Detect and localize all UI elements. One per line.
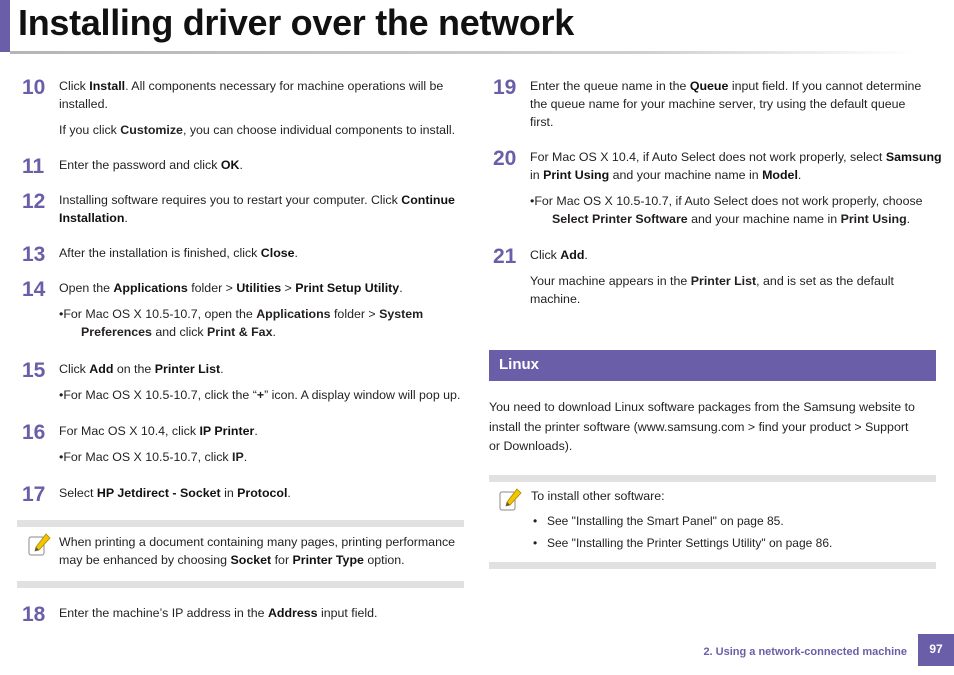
- step-sub: [530, 192, 942, 228]
- bold-term: Customize: [120, 123, 183, 137]
- text-run: >: [281, 281, 296, 295]
- title-divider: [10, 51, 915, 54]
- step-body: [59, 422, 258, 466]
- text-run: in: [220, 486, 238, 500]
- bold-term: Add: [560, 248, 585, 262]
- bold-term: Queue: [689, 79, 729, 93]
- step-body: [530, 246, 894, 308]
- bold-term: Model: [762, 168, 798, 182]
- text-run: .: [294, 246, 298, 260]
- step-line: [530, 166, 942, 184]
- step-line: [59, 244, 298, 262]
- step-line: [59, 360, 460, 378]
- step-sub: [59, 448, 258, 466]
- step-line: [59, 604, 377, 622]
- text-run: Enter the queue name in the: [530, 79, 690, 93]
- bullet-dot: •: [533, 514, 538, 528]
- text-run: option.: [363, 553, 405, 567]
- text-run: first.: [530, 115, 554, 129]
- bold-term: +: [256, 388, 265, 402]
- step-body: [59, 191, 455, 227]
- bold-term: Printer List: [154, 362, 221, 376]
- text-run: , you can choose individual components to install.: [182, 123, 456, 137]
- text-run: and your machine name in: [687, 212, 841, 226]
- step-line: [530, 148, 942, 166]
- step-sub-line: [530, 210, 942, 228]
- bold-term: Address: [267, 606, 318, 620]
- note-bullet-text: See "Installing the Printer Settings Utility" on page 86.: [547, 536, 833, 550]
- step-line: [59, 95, 455, 113]
- text-run: Installing software requires you to restart your computer. Click: [59, 193, 402, 207]
- step-sub: [59, 121, 455, 139]
- page-number: 97: [918, 634, 954, 666]
- bold-term: IP Printer: [199, 424, 255, 438]
- text-run: .: [239, 158, 243, 172]
- text-run: When printing a document containing many pages, printing performance: [59, 535, 456, 549]
- step-body: [59, 77, 455, 139]
- text-run: Enter the password and click: [59, 158, 221, 172]
- note-line: [59, 533, 455, 551]
- bold-term: Printer List: [690, 274, 757, 288]
- step-number: 21: [493, 245, 517, 268]
- note-pencil-icon: [27, 533, 51, 559]
- step-line: [530, 77, 921, 95]
- bold-term: Continue: [401, 193, 455, 207]
- text-run: .: [399, 281, 403, 295]
- step-sub: [59, 386, 460, 404]
- step-number: 12: [22, 190, 46, 213]
- step-body: [59, 484, 291, 502]
- bold-term: OK: [220, 158, 240, 172]
- text-run: .: [243, 450, 248, 464]
- step-line: [59, 77, 455, 95]
- text-run: .: [254, 424, 258, 438]
- step-body: [59, 279, 423, 341]
- step-number: 19: [493, 76, 517, 99]
- bold-term: Print Setup Utility: [295, 281, 400, 295]
- bold-term: HP Jetdirect - Socket: [96, 486, 221, 500]
- step-number: 11: [22, 155, 45, 178]
- step-line: [59, 191, 455, 209]
- text-run: .: [584, 248, 588, 262]
- text-run: After the installation is finished, click: [59, 246, 261, 260]
- text-run: folder >: [187, 281, 237, 295]
- step-line: [59, 279, 423, 297]
- step-number: 16: [22, 421, 46, 444]
- note-line: [59, 551, 455, 569]
- bold-term: Utilities: [236, 281, 282, 295]
- note-bullet-item[interactable]: [533, 512, 784, 530]
- text-run: Enter the machine’s IP address in the: [59, 606, 268, 620]
- step-sub-line: [59, 305, 423, 323]
- step-line: [530, 246, 894, 264]
- step-sub-line: [530, 290, 894, 308]
- step-sub-line: [59, 386, 460, 404]
- step-number: 13: [22, 243, 46, 266]
- text-run: for: [271, 553, 293, 567]
- step-sub-line: [530, 272, 894, 290]
- bold-term: Print & Fax: [207, 325, 273, 339]
- text-run: , and is set as the default: [756, 274, 894, 288]
- step-body: [530, 148, 942, 228]
- step-line: [59, 156, 243, 174]
- text-run: on the: [113, 362, 155, 376]
- step-number: 14: [22, 278, 46, 301]
- step-body: [59, 156, 243, 174]
- text-run: folder >: [330, 307, 380, 321]
- text-run: Open the: [59, 281, 114, 295]
- step-number: 17: [22, 483, 46, 506]
- bold-term: Print Using: [543, 168, 610, 182]
- page-title: Installing driver over the network: [18, 2, 574, 43]
- bold-term: Close: [260, 246, 295, 260]
- text-run: Select: [59, 486, 97, 500]
- bold-term: System: [379, 307, 424, 321]
- step-body: [59, 604, 377, 622]
- bold-term: Print Using: [840, 212, 907, 226]
- step-number: 10: [22, 76, 46, 99]
- text-run: in: [530, 168, 544, 182]
- step-body: [59, 244, 298, 262]
- bold-term: Applications: [256, 307, 331, 321]
- text-run: •For Mac OS X 10.5-10.7, click the “: [59, 388, 257, 402]
- bold-term: Samsung: [885, 150, 942, 164]
- step-sub-line: [59, 448, 258, 466]
- step-line: [59, 484, 291, 502]
- text-run: ” icon. A display window will pop up.: [264, 388, 461, 402]
- text-run: For Mac OS X 10.4, if Auto Select does not work properly, select: [530, 150, 886, 164]
- note-heading: To install other software:: [531, 489, 665, 503]
- text-run: If you click: [59, 123, 121, 137]
- text-run: and your machine name in: [609, 168, 763, 182]
- step-sub-line: [59, 121, 455, 139]
- step-line: [530, 113, 921, 131]
- step-number: 15: [22, 359, 46, 382]
- bold-term: Installation: [59, 211, 125, 225]
- text-run: Click: [530, 248, 561, 262]
- linux-intro-line: You need to download Linux software packages from the Samsung website to: [489, 400, 915, 414]
- bold-term: IP: [232, 450, 244, 464]
- linux-intro: [489, 398, 915, 457]
- text-run: input field. If you cannot determine: [728, 79, 922, 93]
- text-run: and click: [151, 325, 208, 339]
- text-run: .: [797, 168, 802, 182]
- text-run: machine.: [530, 292, 581, 306]
- step-line: [530, 95, 921, 113]
- text-run: .: [906, 212, 911, 226]
- bold-term: Select Printer Software: [552, 212, 688, 226]
- text-run: . All components necessary for machine operations will be: [125, 79, 444, 93]
- text-run: .: [272, 325, 276, 339]
- bold-term: Printer Type: [292, 553, 364, 567]
- linux-section-bar: [489, 350, 936, 381]
- step-sub: [59, 305, 423, 341]
- text-run: Click: [59, 79, 90, 93]
- step-sub-line: [59, 323, 423, 341]
- text-run: Click: [59, 362, 90, 376]
- note-text: [59, 533, 455, 569]
- linux-intro-line: or Downloads).: [489, 439, 573, 453]
- text-run: •For Mac OS X 10.5-10.7, click: [59, 450, 233, 464]
- bold-term: Install: [89, 79, 126, 93]
- text-run: •For Mac OS X 10.5-10.7, if Auto Select does not work properly, choose: [530, 194, 923, 208]
- text-run: installed.: [59, 97, 108, 111]
- step-line: [59, 422, 258, 440]
- text-run: .: [124, 211, 128, 225]
- text-run: .: [220, 362, 224, 376]
- step-number: 20: [493, 147, 517, 170]
- note-bullet-item[interactable]: [533, 534, 832, 552]
- step-body: [530, 77, 921, 131]
- linux-section-title: Linux: [499, 356, 539, 373]
- bold-term: Applications: [113, 281, 188, 295]
- text-run: input field.: [317, 606, 378, 620]
- step-sub-line: [530, 192, 942, 210]
- note-box-printing: [17, 520, 464, 588]
- step-line: [59, 209, 455, 227]
- step-sub: [530, 272, 894, 308]
- note-box-linux: [489, 475, 936, 569]
- bullet-dot: •: [533, 536, 538, 550]
- text-run: •For Mac OS X 10.5-10.7, open the: [59, 307, 257, 321]
- text-run: may be enhanced by choosing: [59, 553, 231, 567]
- text-run: For Mac OS X 10.4, click: [59, 424, 200, 438]
- linux-intro-line: install the printer software (www.samsung.com > find your product > Support: [489, 419, 909, 434]
- note-bullet-text: See "Installing the Smart Panel" on page 85.: [547, 514, 784, 528]
- step-body: [59, 360, 460, 404]
- footer-chapter: 2. Using a network-connected machine: [703, 646, 907, 658]
- step-number: 18: [22, 603, 46, 626]
- note-pencil-icon: [498, 488, 522, 514]
- text-run: the queue name for your machine server, try using the default queue: [530, 97, 906, 111]
- text-run: Your machine appears in the: [530, 274, 691, 288]
- text-run: .: [287, 486, 291, 500]
- bold-term: Preferences: [81, 325, 152, 339]
- bold-term: Socket: [230, 553, 272, 567]
- bold-term: Add: [89, 362, 114, 376]
- bold-term: Protocol: [237, 486, 288, 500]
- title-accent-bar: [0, 0, 10, 52]
